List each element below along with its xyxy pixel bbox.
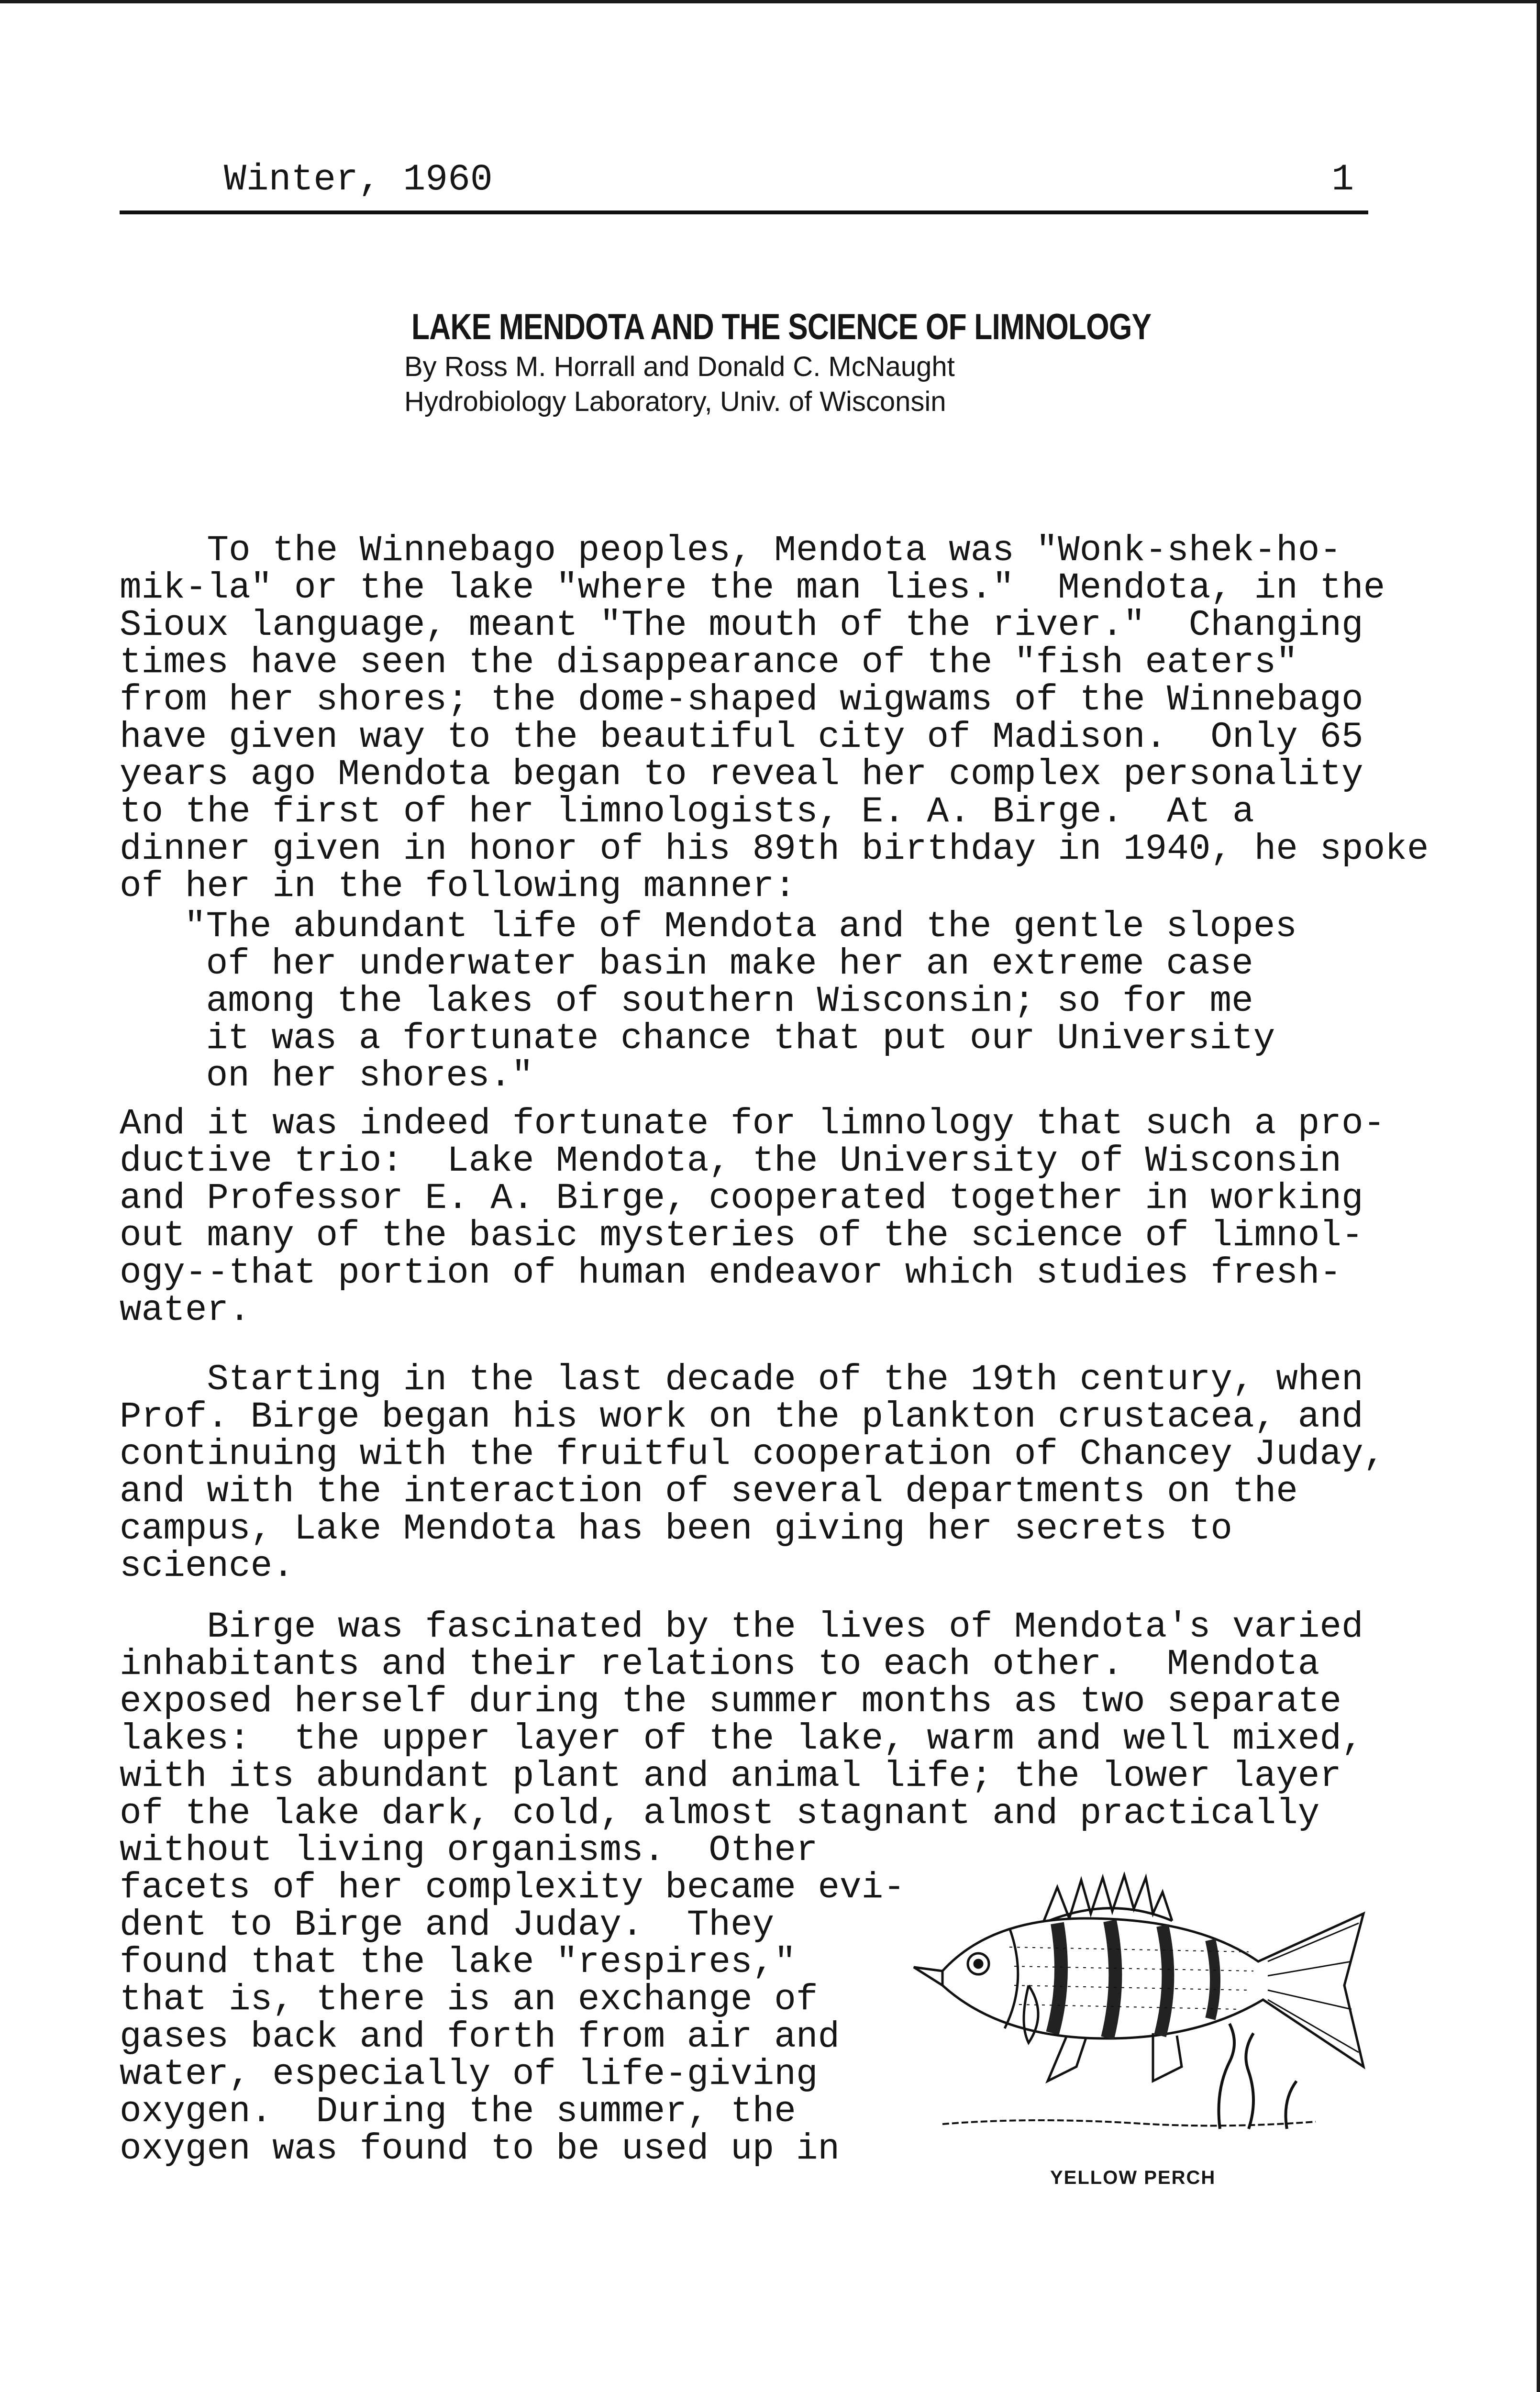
issue-date: Winter, 1960 bbox=[224, 159, 493, 201]
paragraph-two-lakes-continued: without living organisms. Other facets of her complexity became evi- dent to Birge and Juday. They found that the lake "respires," that is, there is an exchange of gases back and forth from air and water, especially of life-giving oxygen. During the summer, the oxygen was found to be used up in bbox=[120, 1830, 905, 2170]
yellow-perch-illustration bbox=[885, 1842, 1392, 2148]
article-title: LAKE MENDOTA AND THE SCIENCE OF LIMNOLOGY bbox=[411, 307, 1152, 347]
figure-caption: YELLOW PERCH bbox=[1050, 2167, 1216, 2188]
article-byline: By Ross M. Horrall and Donald C. McNaught bbox=[404, 351, 955, 382]
author-affiliation: Hydrobiology Laboratory, Univ. of Wisconsin bbox=[404, 386, 946, 417]
paragraph-intro: To the Winnebago peoples, Mendota was "Wonk-shek-ho- mik-la" or the lake "where the man lies." Mendota, in the Sioux language, meant "The mouth of the river." Changing times have seen the disappearance of the "fish eaters" from her shores; the dome-shaped wigwams of the Winnebago have given way to the beautiful city of Madison. Only 65 years ago Mendota began to reveal her complex personality to the first of her limnologists, E. A. Birge. At a dinner given in honor of his 89th birthday in 1940, he spoke of her in the following manner: bbox=[120, 530, 1429, 907]
page-top-border bbox=[0, 0, 1540, 3]
paragraph-productive-trio: And it was indeed fortunate for limnology that such a pro- ductive trio: Lake Mendota, the University of Wisconsin and Professor E. A. Birge, cooperated together in working out many of the basic mysteries of the science of limnol- ogy--that portion of human endeavor which studies fresh- water. bbox=[120, 1103, 1385, 1331]
paragraph-two-lakes: Birge was fascinated by the lives of Mendota's varied inhabitants and their relations to each other. Mendota exposed herself during the summer months as two separate lakes: the upper layer of the lake, warm and well mixed, with its abundant plant and animal life; the lower layer of the lake dark, cold, almost stagnant and practically bbox=[120, 1606, 1363, 1834]
page-right-border bbox=[1537, 0, 1540, 2392]
birge-quote: "The abundant life of Mendota and the gentle slopes of her underwater basin make her an extreme case among the lakes of southern Wisconsin; so for me it was a fortunate chance that put our University on her shores." bbox=[184, 906, 1297, 1096]
title-block bbox=[335, 306, 1196, 418]
yellow-perch-figure bbox=[885, 1842, 1392, 2205]
page-number: 1 bbox=[1331, 159, 1354, 201]
paragraph-history: Starting in the last decade of the 19th century, when Prof. Birge began his work on the plankton crustacea, and continuing with the fruitful cooperation of Chancey Juday, and with the interaction of several departments on the campus, Lake Mendota has been giving her secrets to science. bbox=[120, 1359, 1385, 1587]
header-rule bbox=[120, 210, 1368, 214]
